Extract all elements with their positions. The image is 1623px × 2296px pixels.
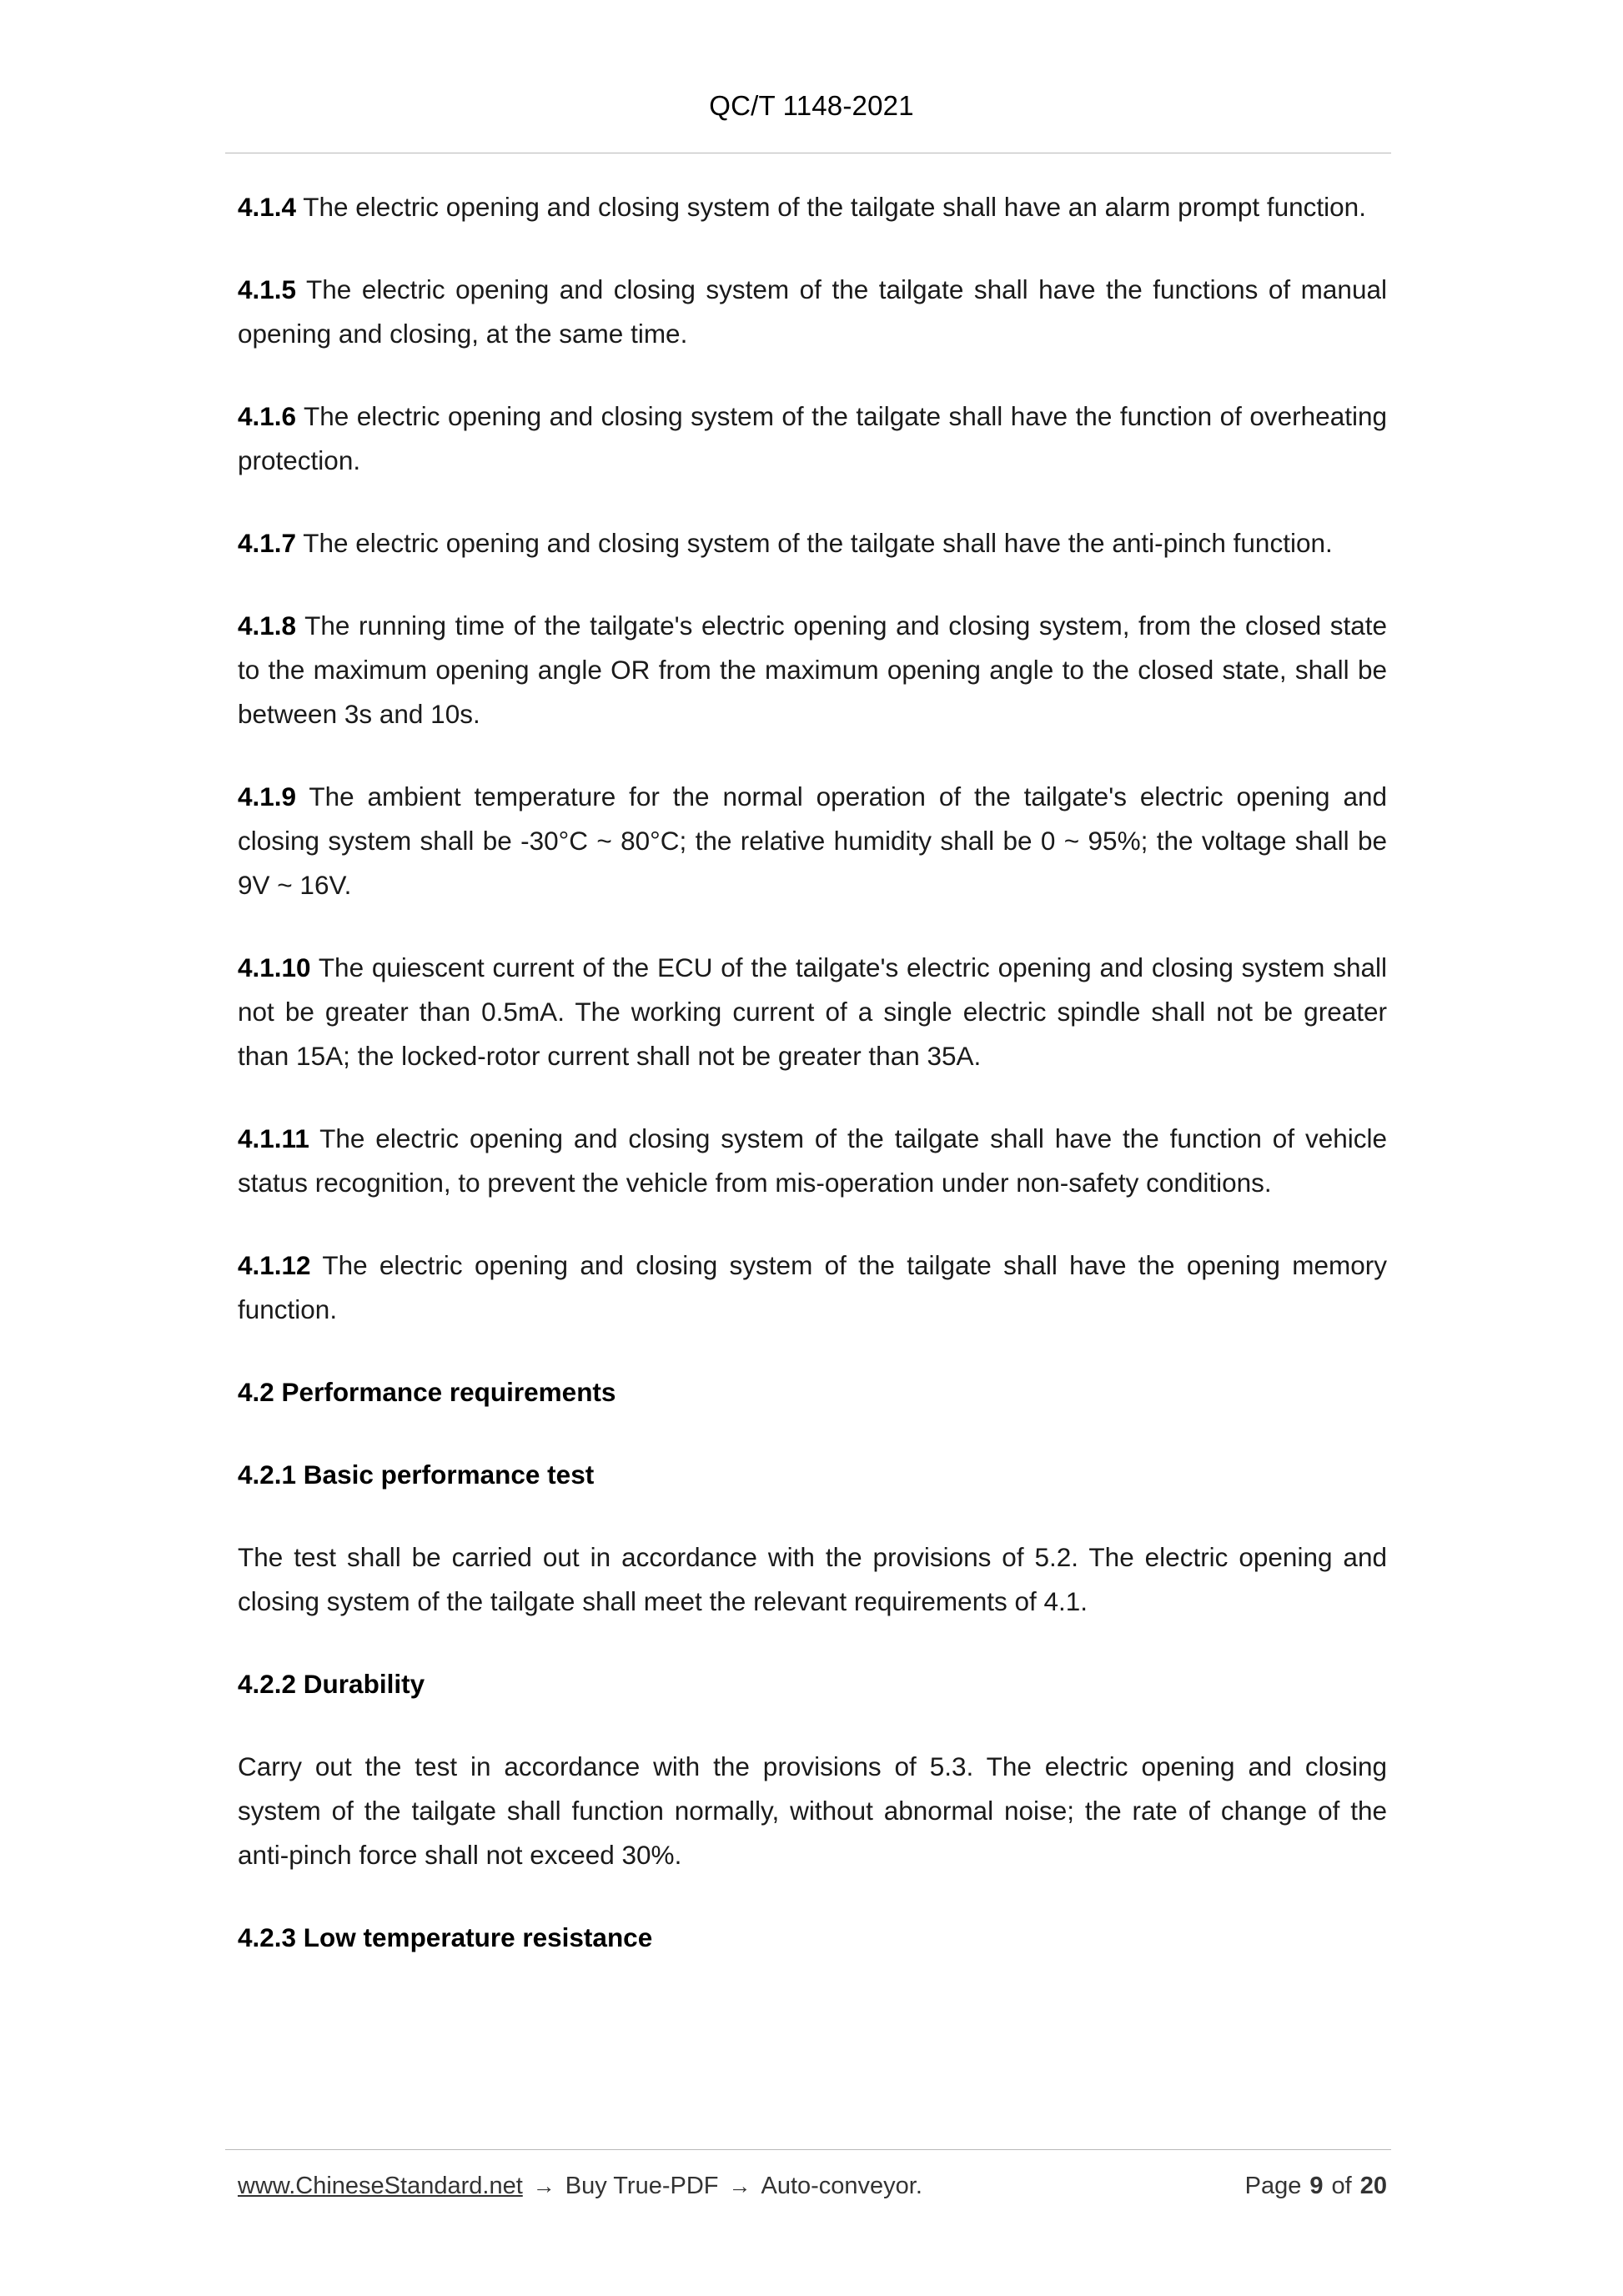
buy-label: Buy True-PDF xyxy=(565,2173,719,2199)
clause-paragraph xyxy=(238,394,1387,483)
clause-text: The running time of the tailgate's electric opening and closing system, from the closed state to the maximum opening angle OR from the maximum opening angle to the closed state, shall be between 3s and 10s. xyxy=(238,610,1388,729)
clause-text: The ambient temperature for the normal operation of the tailgate's electric opening and closing system shall be -30°C ~ 80°C; the relative humidity shall be 0 ~ 95%; the voltage shall be 9V ~ 16V. xyxy=(238,781,1388,900)
clause-paragraph xyxy=(238,775,1387,907)
clause-text: The electric opening and closing system of the tailgate shall have the anti-pinch function. xyxy=(303,528,1333,558)
page-header xyxy=(0,90,1623,122)
footer-divider xyxy=(225,2149,1391,2150)
page-total: 20 xyxy=(1359,2173,1387,2199)
clause-text: The electric opening and closing system of the tailgate shall have an alarm prompt function. xyxy=(303,192,1366,222)
section-heading-4-2: 4.2 Performance requirements xyxy=(238,1377,616,1407)
page-number: 9 xyxy=(1309,2173,1324,2199)
clause-text: The quiescent current of the ECU of the tailgate's electric opening and closing system shall not be greater than 0.5mA. The working current of a single electric spindle shall not be greater than 15A; the locked-rotor current shall not be greater than 35A. xyxy=(238,952,1387,1071)
delivery-label: Auto-conveyor. xyxy=(761,2173,922,2199)
footer-promo xyxy=(238,2173,922,2200)
clause-number: 4.1.5 xyxy=(238,274,297,304)
clause-number: 4.1.6 xyxy=(238,401,297,431)
arrow-right-icon: → xyxy=(532,2173,555,2198)
section-4-2-1-paragraph: The test shall be carried out in accordance with the provisions of 5.2. The electric opening and closing system of the tailgate shall meet the relevant requirements of 4.1. xyxy=(238,1542,1387,1616)
section-4-2-2-paragraph: Carry out the test in accordance with the provisions of 5.3. The electric opening and closing system of the tailgate shall function normally, without abnormal noise; the rate of change of the anti-pinch force shall not exceed 30%. xyxy=(238,1751,1387,1870)
clause-number: 4.1.7 xyxy=(238,528,297,558)
clause-paragraph xyxy=(238,521,1387,565)
document-body xyxy=(238,185,1387,1998)
clause-paragraph xyxy=(238,268,1387,356)
clause-number: 4.1.10 xyxy=(238,952,311,982)
clause-text: The electric opening and closing system of the tailgate shall have the function of vehicle status recognition, to prevent the vehicle from mis-operation under non-safety conditions. xyxy=(238,1123,1387,1198)
page-indicator xyxy=(1245,2173,1387,2200)
clause-paragraph xyxy=(238,1117,1387,1205)
clause-text: The electric opening and closing system of the tailgate shall have the function of overheating protection. xyxy=(238,401,1388,475)
section-heading-4-2-3: 4.2.3 Low temperature resistance xyxy=(238,1922,653,1952)
page-label: Page xyxy=(1244,2173,1302,2199)
clause-number: 4.1.12 xyxy=(238,1250,311,1280)
clause-paragraph xyxy=(238,185,1387,229)
clause-number: 4.1.11 xyxy=(238,1123,309,1153)
clause-number: 4.1.4 xyxy=(238,192,297,222)
clause-number: 4.1.9 xyxy=(238,781,297,811)
clause-text: The electric opening and closing system of the tailgate shall have the functions of manual opening and closing, at the same time. xyxy=(238,274,1387,349)
standard-identifier: QC/T 1148-2021 xyxy=(709,90,914,121)
website-link[interactable]: www.ChineseStandard.net xyxy=(238,2173,523,2199)
page-footer xyxy=(238,2173,1387,2200)
of-label: of xyxy=(1331,2173,1352,2199)
clause-paragraph xyxy=(238,946,1387,1078)
section-heading-4-2-1: 4.2.1 Basic performance test xyxy=(238,1459,595,1490)
clause-paragraph xyxy=(238,604,1387,736)
clause-text: The electric opening and closing system of the tailgate shall have the opening memory function. xyxy=(238,1250,1387,1324)
section-heading-4-2-2: 4.2.2 Durability xyxy=(238,1669,425,1699)
clause-paragraph xyxy=(238,1243,1387,1332)
arrow-right-icon: → xyxy=(728,2173,751,2198)
clause-number: 4.1.8 xyxy=(238,610,297,641)
